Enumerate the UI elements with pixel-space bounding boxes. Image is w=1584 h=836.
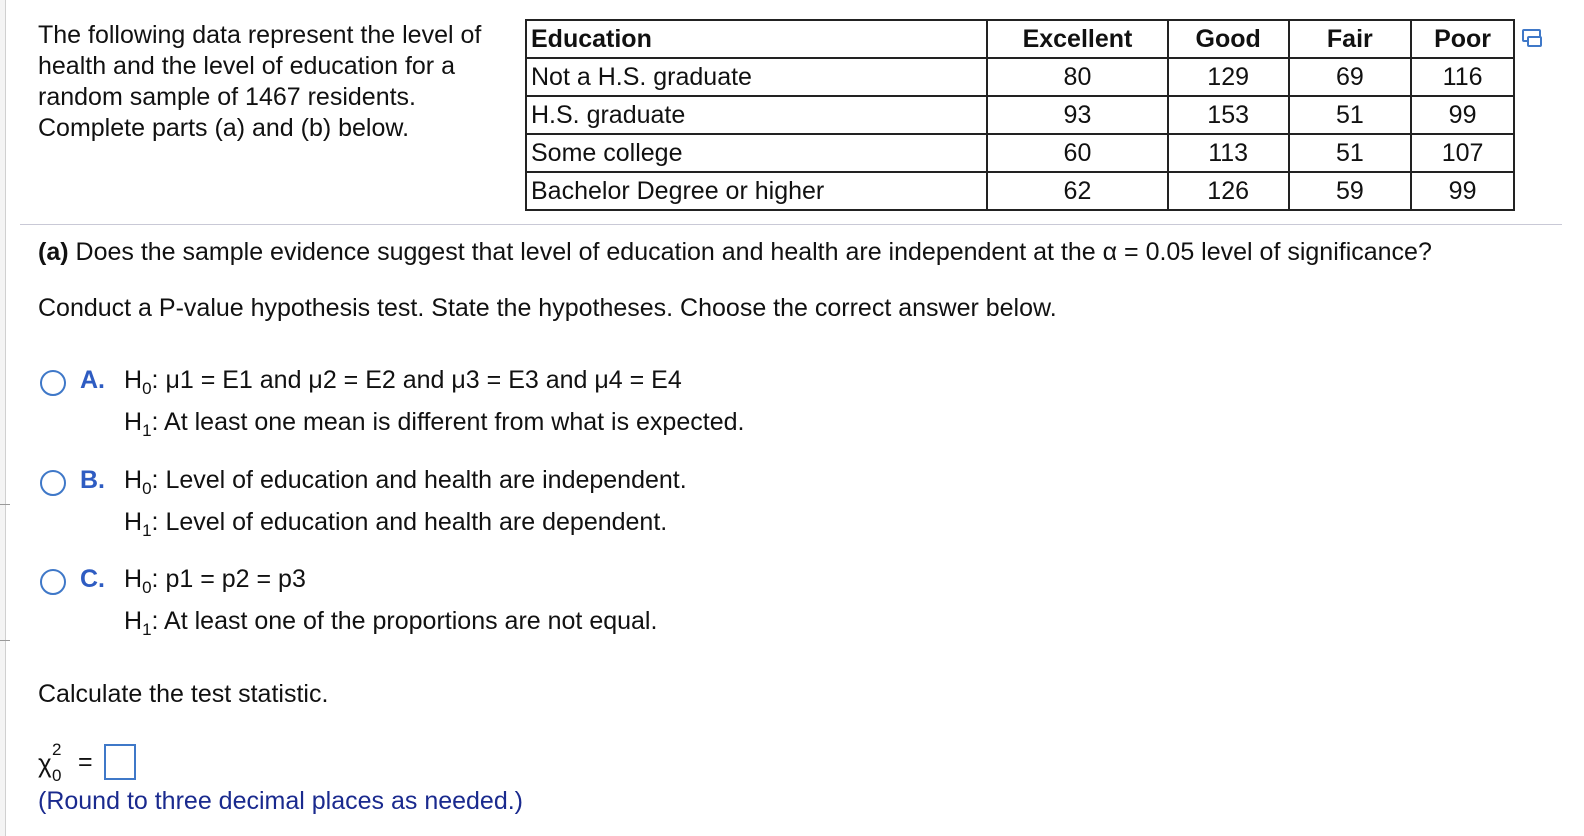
table-header-cell: Poor (1411, 20, 1514, 58)
table-header-cell: Good (1168, 20, 1289, 58)
h-symbol: H (124, 565, 143, 593)
calculate-label: Calculate the test statistic. (38, 680, 329, 708)
table-header-cell: Fair (1289, 20, 1412, 58)
hypothesis-text: μ1 = E1 and μ2 = E2 and μ3 = E3 and μ4 = E4 (165, 366, 682, 394)
copy-data-icon[interactable] (1521, 28, 1545, 50)
null-hypothesis: $H_0$: Level of education and health are independent. (124, 466, 687, 498)
h-symbol: H (124, 607, 143, 635)
part-a-text: Does the sample evidence suggest that level of education and health are independent at the α = 0.05 level of significance? (75, 238, 1432, 266)
table-cell: 59 (1289, 172, 1412, 210)
radio-button[interactable] (40, 569, 66, 595)
table-header-row (526, 20, 1514, 58)
hypothesis-text: At least one mean is different from what is expected. (164, 408, 745, 436)
h-symbol: H (124, 466, 143, 494)
table-cell: 153 (1168, 96, 1289, 134)
h-subscript: 0 (142, 378, 152, 398)
problem-intro: The following data represent the level of health and the level of education for a random sample of 1467 residents. Complete parts (a) and (b) below. (38, 21, 482, 142)
part-a-label: (a) (38, 238, 69, 266)
table-header-cell: Excellent (987, 20, 1168, 58)
chi-letter: χ (38, 748, 52, 778)
alternative-hypothesis: $H_1$: At least one of the proportions are not equal. (124, 607, 658, 639)
table-cell: 69 (1289, 58, 1412, 96)
table-cell: Not a H.S. graduate (526, 58, 987, 96)
radio-button[interactable] (40, 470, 66, 496)
h-symbol: H (124, 366, 143, 394)
table-cell: 62 (987, 172, 1168, 210)
table-row (526, 96, 1514, 134)
null-hypothesis: $H_0$: p1 = p2 = p3 (124, 565, 306, 597)
radio-button[interactable] (40, 370, 66, 396)
table-cell: 80 (987, 58, 1168, 96)
part-a-question (38, 238, 1432, 267)
table-cell: Some college (526, 134, 987, 172)
table-cell: 107 (1411, 134, 1514, 172)
left-edge-strip (0, 0, 6, 836)
table-cell: 129 (1168, 58, 1289, 96)
rounding-hint: (Round to three decimal places as needed.) (38, 787, 524, 815)
h-symbol: H (124, 508, 143, 536)
test-statistic-input[interactable] (104, 744, 136, 780)
null-hypothesis: $H_0$: μ1 = E1 and μ2 = E2 and μ3 = E3 and μ4 = E4 (124, 366, 682, 398)
table-cell: 51 (1289, 96, 1412, 134)
option-b[interactable] (40, 466, 740, 546)
table-header-cell: Education (526, 20, 987, 58)
h-subscript: 0 (142, 478, 152, 498)
hypothesis-text: Level of education and health are dependent. (165, 508, 668, 536)
option-letter: A. (80, 366, 105, 394)
table-row (526, 134, 1514, 172)
edge-tick (0, 640, 10, 641)
edge-tick (0, 504, 10, 505)
hypothesis-text: p1 = p2 = p3 (165, 565, 306, 593)
option-a[interactable] (40, 366, 800, 446)
table-cell: 99 (1411, 96, 1514, 134)
table-cell: 116 (1411, 58, 1514, 96)
table-cell: 51 (1289, 134, 1412, 172)
table-cell: 126 (1168, 172, 1289, 210)
option-c[interactable] (40, 565, 740, 645)
option-letter: B. (80, 466, 105, 494)
section-divider (20, 224, 1562, 225)
table-cell: 93 (987, 96, 1168, 134)
option-letter: C. (80, 565, 105, 593)
table-row (526, 172, 1514, 210)
chi-superscript: 2 (52, 740, 62, 759)
data-table (525, 19, 1515, 211)
h-subscript: 1 (142, 520, 152, 540)
chi-square-symbol (38, 740, 62, 785)
h-symbol: H (124, 408, 143, 436)
table-cell: H.S. graduate (526, 96, 987, 134)
table-cell: 99 (1411, 172, 1514, 210)
hypothesis-text: At least one of the proportions are not equal. (164, 607, 658, 635)
table-cell: Bachelor Degree or higher (526, 172, 987, 210)
h-subscript: 1 (142, 619, 152, 639)
table-row (526, 58, 1514, 96)
table-cell: 113 (1168, 134, 1289, 172)
hypothesis-text: Level of education and health are independent. (165, 466, 687, 494)
alternative-hypothesis: $H_1$: At least one mean is different from what is expected. (124, 408, 745, 440)
instruction-text: Conduct a P-value hypothesis test. State the hypotheses. Choose the correct answer below. (38, 294, 1057, 322)
h-subscript: 0 (142, 577, 152, 597)
chi-subscript: 0 (52, 766, 62, 785)
h-subscript: 1 (142, 420, 152, 440)
table-cell: 60 (987, 134, 1168, 172)
equals-sign: = (78, 748, 93, 776)
alternative-hypothesis: $H_1$: Level of education and health are dependent. (124, 508, 668, 540)
